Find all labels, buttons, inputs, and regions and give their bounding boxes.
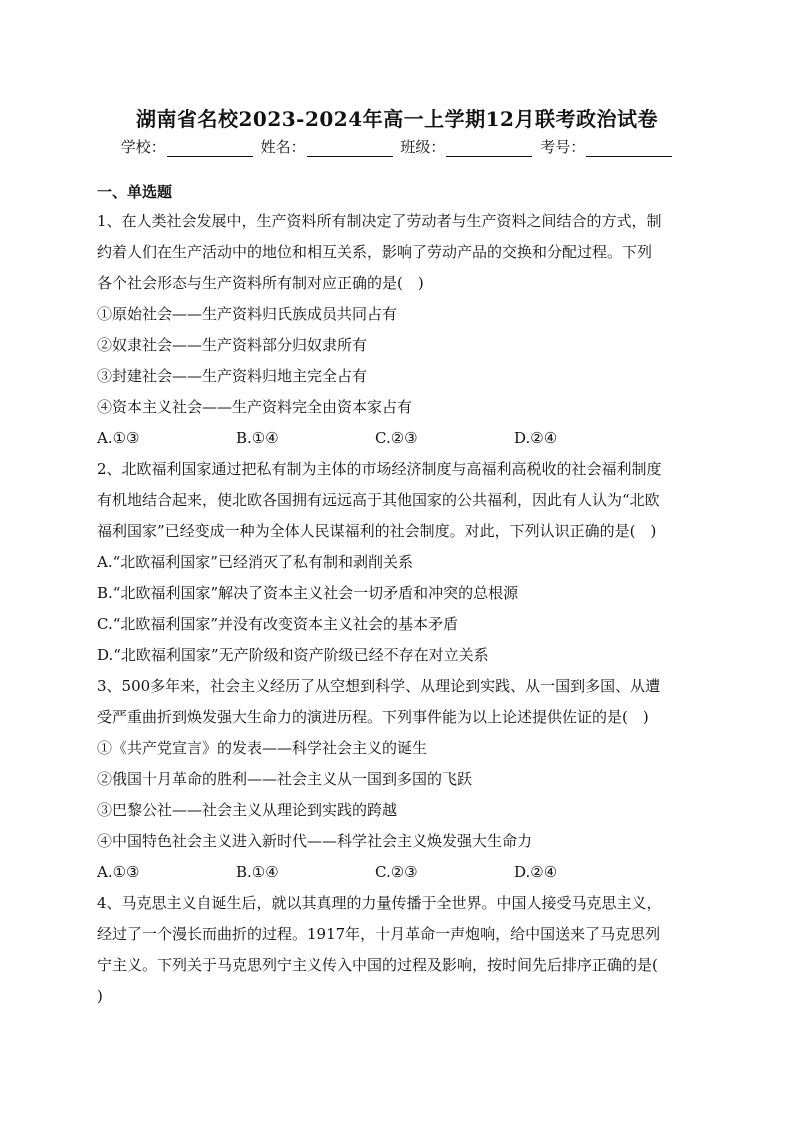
question-1-item: ④资本主义社会——生产资料完全由资本家占有 bbox=[97, 398, 413, 416]
question-1-item: ②奴隶社会——生产资料部分归奴隶所有 bbox=[97, 336, 368, 354]
option-c[interactable]: C.“北欧福利国家”并没有改变资本主义社会的基本矛盾 bbox=[97, 615, 459, 633]
student-info-row bbox=[0, 136, 794, 157]
question-1-item: ③封建社会——生产资料归地主完全占有 bbox=[97, 367, 368, 385]
question-3-options bbox=[97, 857, 707, 888]
question-4-line: 宁主义。下列关于马克思列宁主义传入中国的过程及影响，按时间先后排序正确的是( bbox=[97, 956, 658, 974]
class-label: 班级： bbox=[400, 138, 446, 156]
question-3-item: ④中国特色社会主义进入新时代——科学社会主义焕发强大生命力 bbox=[97, 832, 533, 850]
question-1-line: 约着人们在生产活动中的地位和相互关系，影响了劳动产品的交换和分配过程。下列 bbox=[97, 243, 653, 261]
question-4-line: 4、马克思主义自诞生后，就以其真理的力量传播于全世界。中国人接受马克思主义， bbox=[97, 894, 662, 912]
question-3-line: 受严重曲折到焕发强大生命力的演进历程。下列事件能为以上论述提供佐证的是( ) bbox=[97, 708, 649, 726]
question-1-options bbox=[97, 423, 707, 454]
option-d[interactable]: D.②④ bbox=[514, 863, 558, 881]
exam-number-blank[interactable] bbox=[586, 141, 672, 157]
option-d[interactable]: D.“北欧福利国家”无产阶级和资产阶级已经不存在对立关系 bbox=[97, 646, 489, 664]
question-1 bbox=[97, 206, 707, 454]
school-label: 学校： bbox=[120, 138, 166, 156]
option-a[interactable]: A.①③ bbox=[97, 429, 140, 447]
question-1-line: 各个社会形态与生产资料所有制对应正确的是( ) bbox=[97, 274, 424, 292]
class-blank[interactable] bbox=[446, 141, 532, 157]
question-3-item: ②俄国十月革命的胜利——社会主义从一国到多国的飞跃 bbox=[97, 770, 473, 788]
question-2-line: 福利国家”已经变成一种为全体人民谋福利的社会制度。对此，下列认识正确的是( ) bbox=[97, 522, 657, 540]
school-blank[interactable] bbox=[167, 141, 253, 157]
name-blank[interactable] bbox=[307, 141, 393, 157]
section-heading: 一、单选题 bbox=[97, 183, 173, 201]
option-a[interactable]: A.①③ bbox=[97, 863, 140, 881]
exam-number-label: 考号： bbox=[540, 138, 586, 156]
option-a[interactable]: A.“北欧福利国家”已经消灭了私有制和剥削关系 bbox=[97, 553, 413, 571]
question-4-line: ) bbox=[97, 987, 103, 1005]
question-3-item: ③巴黎公社——社会主义从理论到实践的跨越 bbox=[97, 801, 398, 819]
question-1-item: ①原始社会——生产资料归氏族成员共同占有 bbox=[97, 305, 398, 323]
name-label: 姓名： bbox=[260, 138, 306, 156]
question-1-line: 1、在人类社会发展中，生产资料所有制决定了劳动者与生产资料之间结合的方式，制 bbox=[97, 212, 662, 230]
question-3-item: ①《共产党宣言》的发表——科学社会主义的诞生 bbox=[97, 739, 428, 757]
question-2 bbox=[97, 454, 707, 671]
question-4-line: 经过了一个漫长而曲折的过程。1917年，十月革命一声炮响，给中国送来了马克思列 bbox=[97, 925, 661, 943]
question-2-line: 有机地结合起来，使北欧各国拥有远远高于其他国家的公共福利，因此有人认为“北欧 bbox=[97, 491, 660, 509]
question-content bbox=[97, 182, 707, 1012]
question-3 bbox=[97, 671, 707, 888]
option-d[interactable]: D.②④ bbox=[514, 429, 558, 447]
option-b[interactable]: B.①④ bbox=[236, 863, 279, 881]
option-b[interactable]: B.“北欧福利国家”解决了资本主义社会一切矛盾和冲突的总根源 bbox=[97, 584, 519, 602]
question-4 bbox=[97, 888, 707, 1012]
option-b[interactable]: B.①④ bbox=[236, 429, 279, 447]
exam-title: 湖南省名校2023-2024年高一上学期12月联考政治试卷 bbox=[136, 107, 658, 131]
question-3-line: 3、500多年来，社会主义经历了从空想到科学、从理论到实践、从一国到多国、从遭 bbox=[97, 677, 661, 695]
option-c[interactable]: C.②③ bbox=[375, 429, 418, 447]
question-2-line: 2、北欧福利国家通过把私有制为主体的市场经济制度与高福利高税收的社会福利制度 bbox=[97, 460, 662, 478]
option-c[interactable]: C.②③ bbox=[375, 863, 418, 881]
